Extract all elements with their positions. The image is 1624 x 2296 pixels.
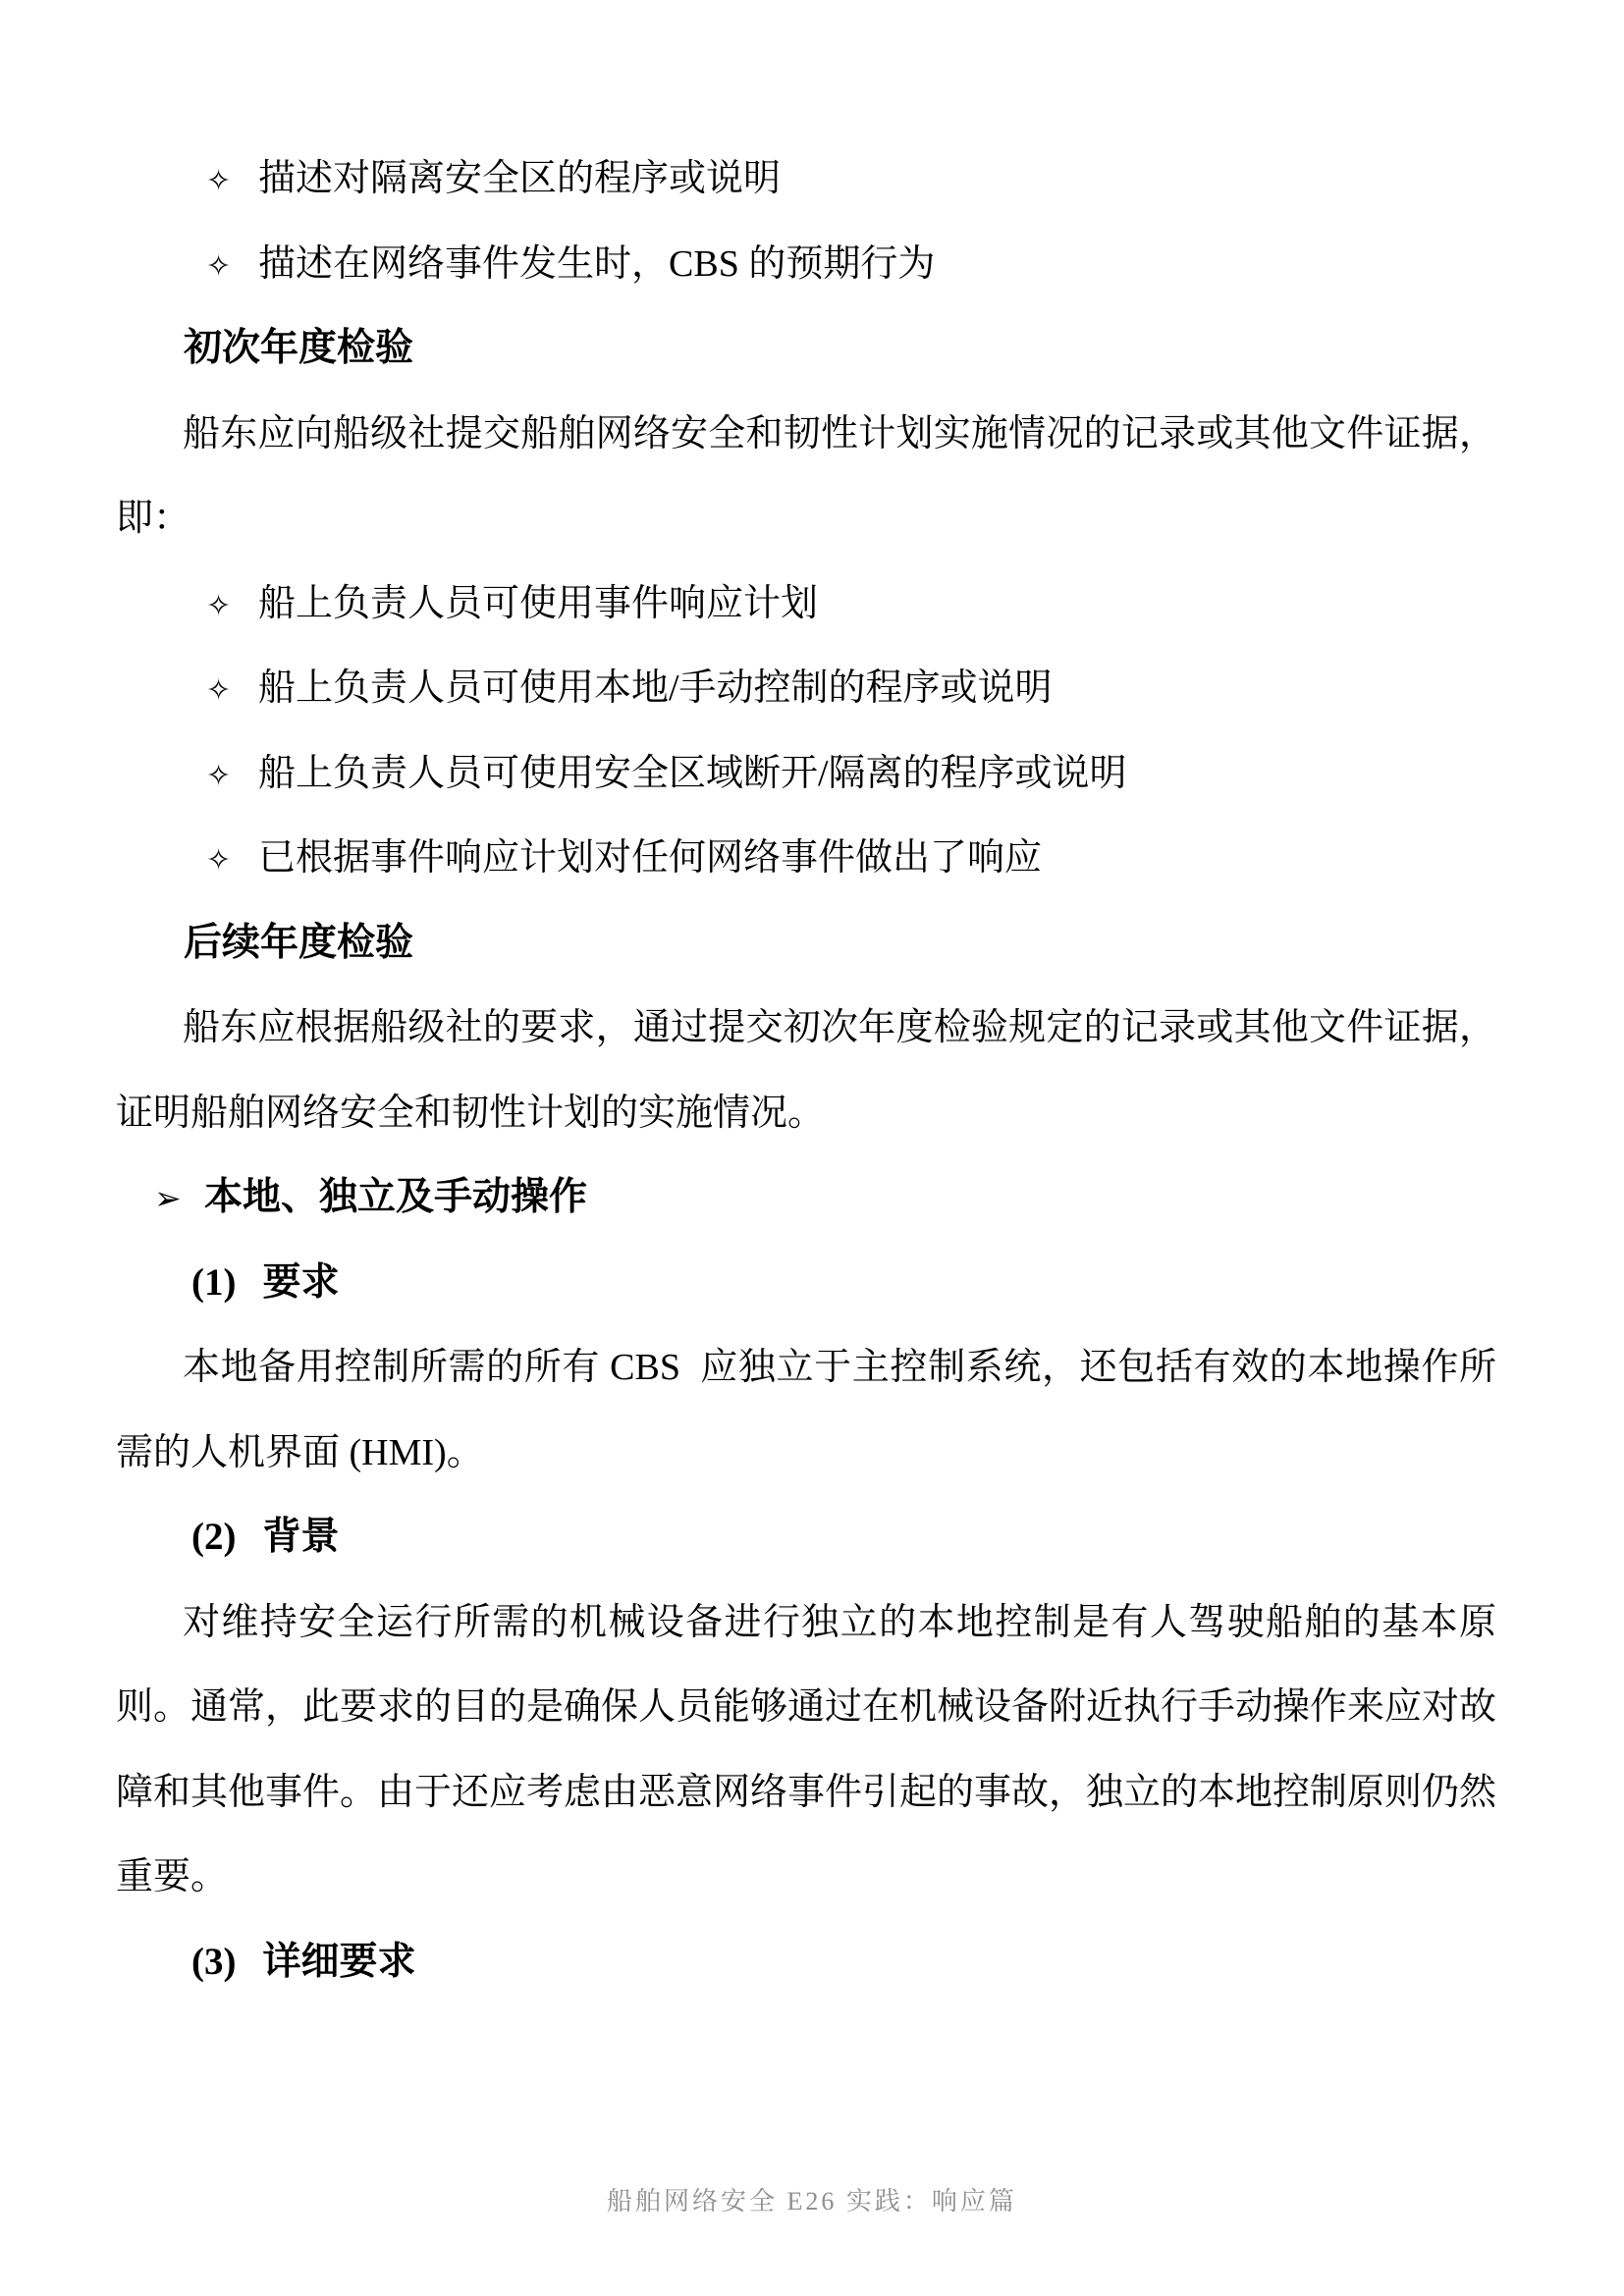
heading-number: (1) <box>191 1260 237 1304</box>
section-heading: 初次年度检验 <box>184 327 414 369</box>
numbered-heading <box>191 1495 1496 1580</box>
list-item <box>206 561 1496 647</box>
list-item <box>206 646 1496 731</box>
heading-number: (3) <box>191 1940 237 1983</box>
numbered-heading <box>191 1920 1496 2005</box>
list-item-text: 描述对隔离安全区的程序或说明 <box>258 158 782 199</box>
bullet-star-icon: ✧ <box>206 165 232 197</box>
bullet-star-icon: ✧ <box>206 844 232 877</box>
heading-title: 要求 <box>262 1260 340 1304</box>
list-item <box>206 222 1496 307</box>
arrow-heading <box>154 1155 1496 1241</box>
list-item-text: 描述在网络事件发生时，CBS 的预期行为 <box>258 242 936 285</box>
section-heading: 后续年度检验 <box>184 921 414 964</box>
list-item <box>206 816 1496 901</box>
heading-title: 背景 <box>262 1516 340 1558</box>
list-item <box>206 136 1496 222</box>
document-body <box>116 136 1496 2004</box>
list-item-text: 已根据事件响应计划对任何网络事件做出了响应 <box>258 837 1043 879</box>
paragraph-line: 对维持安全运行所需的机械设备进行独立的本地控制是有人驾驶船舶的基本原 <box>183 1601 1496 1643</box>
heading-number: (2) <box>191 1516 237 1558</box>
list-item-text: 船上负责人员可使用本地/手动控制的程序或说明 <box>258 667 1053 709</box>
list-item <box>206 731 1496 817</box>
numbered-heading <box>191 1241 1496 1326</box>
paragraph-line: 则。通常，此要求的目的是确保人员能够通过在机械设备附近执行手动操作来应对故 <box>116 1686 1497 1728</box>
paragraph-line: 船东应根据船级社的要求，通过提交初次年度检验规定的记录或其他文件证据， <box>183 1007 1496 1048</box>
heading-title: 详细要求 <box>262 1940 416 1983</box>
paragraph-line: 本地备用控制所需的所有 CBS 应独立于主控制系统，还包括有效的本地操作所 <box>183 1347 1496 1388</box>
page-footer: 船舶网络安全 E26 实践：响应篇 <box>607 2187 1017 2216</box>
bullet-star-icon: ✧ <box>206 249 232 283</box>
bullet-star-icon: ✧ <box>206 759 232 792</box>
paragraph-line: 船东应向船级社提交船舶网络安全和韧性计划实施情况的记录或其他文件证据， <box>183 412 1496 454</box>
paragraph-line: 重要。 <box>116 1856 229 1897</box>
paragraph-line: 需的人机界面 (HMI)。 <box>116 1431 484 1473</box>
bullet-star-icon: ✧ <box>206 674 232 707</box>
list-item-text: 船上负责人员可使用事件响应计划 <box>258 582 819 624</box>
bullet-star-icon: ✧ <box>206 589 232 622</box>
arrow-bullet-icon: ➢ <box>154 1182 182 1217</box>
paragraph-line: 即： <box>116 498 191 539</box>
paragraph-line: 证明船舶网络安全和韧性计划的实施情况。 <box>116 1092 826 1134</box>
arrow-heading-text: 本地、独立及手动操作 <box>204 1176 588 1218</box>
list-item-text: 船上负责人员可使用安全区域断开/隔离的程序或说明 <box>258 752 1127 794</box>
paragraph-line: 障和其他事件。由于还应考虑由恶意网络事件引起的事故，独立的本地控制原则仍然 <box>116 1771 1497 1813</box>
